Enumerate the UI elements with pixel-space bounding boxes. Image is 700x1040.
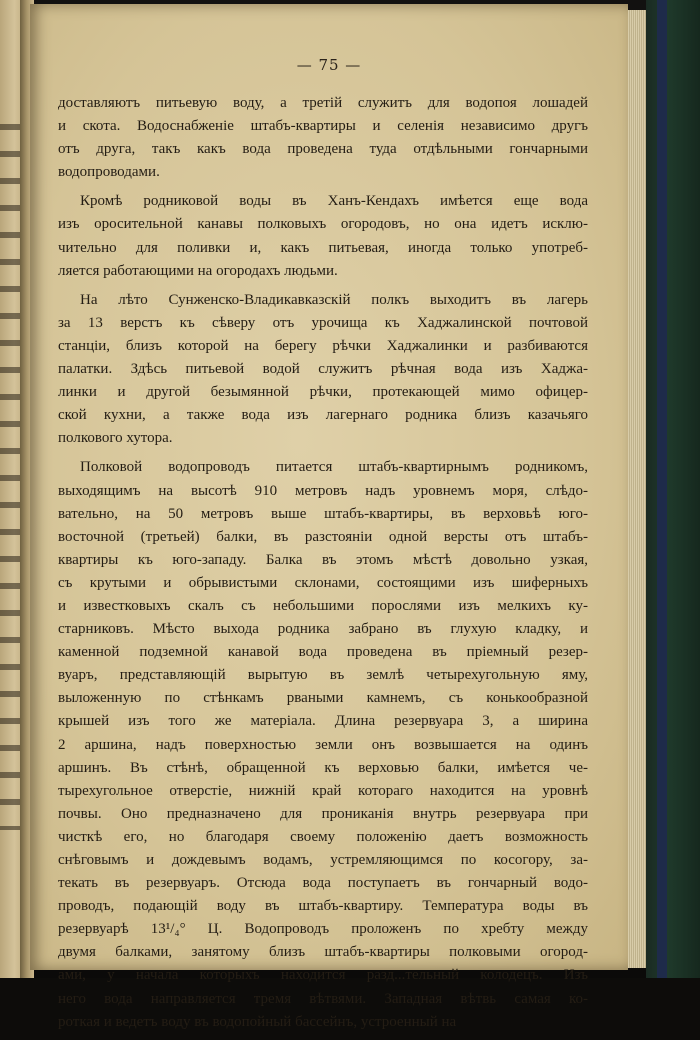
text-line: ской кухни, а также вода изъ лагернаго родника близъ казачьяго: [58, 407, 588, 424]
text-line: Кромѣ родниковой воды въ Ханъ-Кендахъ имѣется еще вода: [80, 193, 588, 210]
text-line: текать въ резервуаръ. Отсюда вода поступаетъ въ гончарный водо-: [58, 875, 588, 892]
text-line: старниковъ. Мѣсто выхода родника забрано въ глухую кладку, и: [58, 621, 588, 638]
text-line: почвы. Оно предназначено для прониканія внутрь резервуара при: [58, 805, 588, 822]
text-line: него вода направляется тремя вѣтвями. Западная вѣтвь самая ко-: [58, 990, 588, 1007]
cover-stripe: [657, 0, 667, 978]
page-number: — 75 —: [296, 56, 362, 74]
text-line: чительно для поливки и, какъ питьевая, иногда только употреб-: [58, 239, 588, 256]
text-line: аршинъ. Въ стѣнѣ, обращенной къ верховью балки, имѣется че-: [58, 759, 588, 776]
text-line: и скота. Водоснабженіе штабъ-квартиры и селенія независимо другъ: [58, 118, 588, 135]
text-line: линки и другой безымянной рѣчки, протекающей мимо офицер-: [58, 384, 588, 401]
text-line: водопроводами.: [58, 164, 160, 181]
text-line: крышей изъ того же матеріала. Длина резервуара 3, а ширина: [58, 713, 588, 730]
text-line: вательно, на 50 метровъ выше штабъ-квартиры, въ верховьѣ юго-: [58, 505, 588, 522]
text-line: выложенную по стѣнкамъ рваными камнемъ, съ конькообразной: [58, 690, 588, 707]
text-line: отъ друга, такъ какъ вода проведена туда отдѣльными гончарными: [58, 141, 588, 158]
text-line: снѣговымъ и дождевымъ водамъ, устремляющимся по косогору, за-: [58, 852, 588, 868]
text-line: полкового хутора.: [58, 430, 173, 447]
paragraph: [58, 190, 588, 282]
text-line: каменной подземной канавой вода проведена въ пріемный резер-: [58, 644, 588, 661]
book-page: [30, 4, 628, 1030]
paragraph: [58, 92, 588, 184]
text-line: палатки. Здѣсь питьевой водой служитъ рѣчная вода изъ Хаджа-: [58, 361, 588, 378]
text-line: роткая и ведетъ воду въ водопойный бассейнъ, устроенный на: [58, 1013, 457, 1030]
text-line: ляется работающими на огородахъ людьми.: [58, 262, 338, 279]
text-line: ами, у начала которыхъ находится разд...тельный колодецъ. Изъ: [58, 967, 588, 984]
text-line: станціи, близъ которой на берегу рѣчки Хаджалинки и разбиваются: [58, 337, 588, 354]
text-line: доставляютъ питьевую воду, а третій служитъ для водопоя лошадей: [58, 95, 588, 111]
text-line: резервуарѣ 13¹/₄° Ц. Водопроводъ проложенъ по хребту между: [58, 921, 588, 938]
text-line: Полковой водопроводъ питается штабъ-квартирнымъ родникомъ,: [80, 459, 588, 476]
text-line: квартиры къ юго-западу. Балка въ этомъ мѣстѣ довольно узкая,: [58, 551, 588, 568]
page-text: [58, 92, 588, 1040]
text-line: изъ оросительной канавы полковыхъ огородовъ, но она идетъ исклю-: [58, 216, 588, 233]
text-line: и известковыхъ скалъ съ небольшими порослями изъ мелкихъ ку-: [58, 597, 588, 614]
text-line: 2 аршина, надъ поверхностью земли онъ возвышается на одинъ: [58, 736, 588, 753]
text-line: вуаръ, представляющій вырытую въ землѣ четырехугольную яму,: [58, 667, 588, 684]
text-line: выходящимъ на высотѣ 910 метровъ надъ уровнемъ моря, слѣдо-: [58, 482, 588, 499]
text-line: чисткѣ его, но благодаря своему положенію даетъ возможность: [58, 828, 588, 845]
text-line: тырехугольное отверстіе, нижній край котораго находится на уровнѣ: [58, 782, 588, 799]
text-line: двумя балками, занятому близъ штабъ-квартиры полковыми огород-: [58, 944, 588, 961]
text-line: съ крутыми и обрывистыми склонами, состоящими изъ шиферныхъ: [58, 574, 588, 591]
text-line: за 13 верстъ къ сѣверу отъ урочища къ Хаджалинской почтовой: [58, 314, 588, 331]
book-cover: [646, 0, 700, 978]
text-line: На лѣто Сунженско-Владикавказскій полкъ выходитъ въ лагерь: [80, 291, 588, 308]
page-edges: [626, 10, 646, 968]
paragraph: [58, 289, 588, 451]
text-line: восточной (третьей) балки, въ разстояніи одной версты отъ штабъ-: [58, 528, 588, 545]
paragraph: [58, 456, 588, 1033]
text-line: проводъ, подающій воду въ штабъ-квартиру. Температура воды въ: [58, 898, 588, 915]
